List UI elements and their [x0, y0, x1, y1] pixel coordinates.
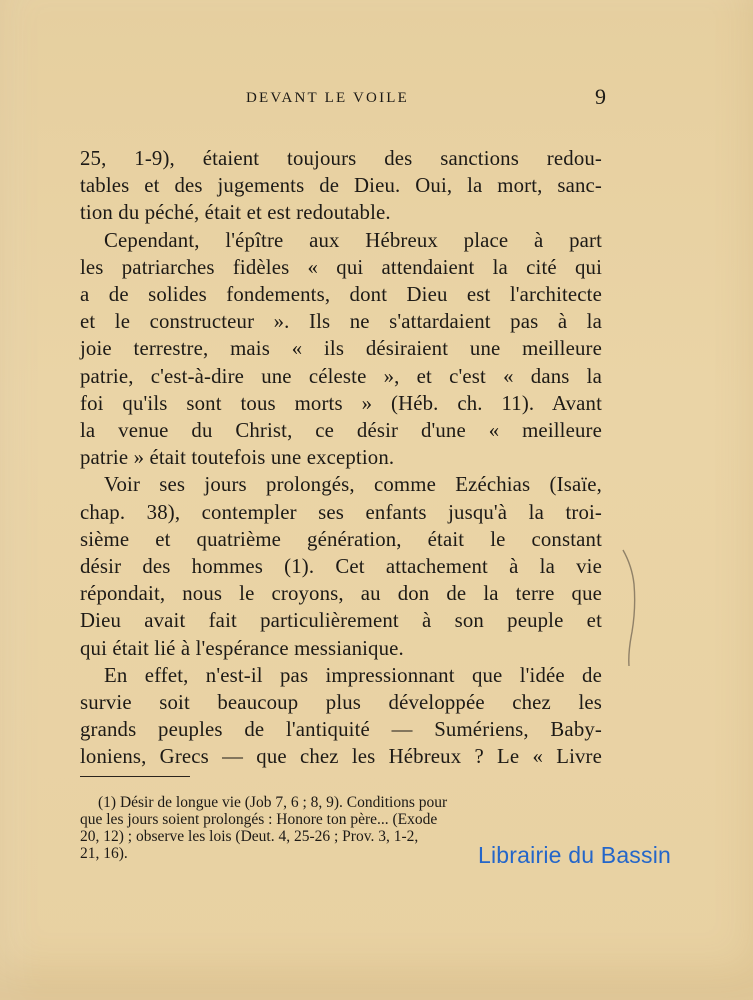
page-number: 9 [595, 84, 606, 109]
text-line: les patriarches fidèles « qui attendaient la cité qui [80, 255, 602, 279]
text-line: la venue du Christ, ce désir d'une « meilleure [80, 419, 602, 443]
text-line: En effet, n'est-il pas impressionnant que l'idée de [104, 663, 602, 687]
text-line: foi qu'ils sont tous morts » (Héb. ch. 11). Avant [80, 391, 602, 415]
footnote-divider [80, 776, 190, 777]
text-line: 25, 1-9), étaient toujours des sanctions redou- [80, 147, 602, 170]
text-line: tion du péché, était et est redoutable. [80, 201, 391, 225]
footnote-line: que les jours soient prolongés : Honore ton père... (Exode [80, 811, 438, 828]
text-line: chap. 38), contempler ses enfants jusqu'à la troi- [80, 500, 602, 524]
text-line: qui était lié à l'espérance messianique. [80, 636, 404, 660]
text-line: loniens, Grecs — que chez les Hébreux ? Le « Livre [80, 745, 602, 769]
watermark-text: Librairie du Bassin [478, 842, 672, 868]
margin-pencil-mark [620, 548, 640, 668]
footnote-line: (1) Désir de longue vie (Job 7, 6 ; 8, 9). Conditions pour [98, 794, 448, 811]
text-line: désir des hommes (1). Cet attachement à la vie [80, 555, 602, 579]
text-line: survie soit beaucoup plus développée chez les [80, 691, 602, 715]
footnote-line: 20, 12) ; observe les lois (Deut. 4, 25-26 ; Prov. 3, 1-2, [80, 828, 419, 845]
text-line: Voir ses jours prolongés, comme Ezéchias (Isaïe, [104, 473, 602, 497]
text-line: Dieu avait fait particulièrement à son peuple et [80, 609, 602, 633]
running-header [78, 82, 606, 112]
text-line: patrie, c'est-à-dire une céleste », et c'est « dans la [80, 364, 602, 388]
footnote-line: 21, 16). [80, 845, 128, 862]
text-line: sième et quatrième génération, était le constant [80, 527, 602, 551]
text-line: Cependant, l'épître aux Hébreux place à part [104, 228, 602, 252]
running-title: DEVANT LE VOILE [246, 90, 409, 106]
text-line: tables et des jugements de Dieu. Oui, la mort, sanc- [80, 174, 602, 198]
text-line: joie terrestre, mais « ils désiraient une meilleure [80, 337, 602, 361]
body-text [80, 145, 602, 771]
text-line: et le constructeur ». Ils ne s'attardaient pas à la [80, 310, 602, 334]
text-line: a de solides fondements, dont Dieu est l'architecte [80, 283, 602, 307]
text-line: grands peuples de l'antiquité — Sumériens, Baby- [80, 718, 602, 742]
text-line: répondait, nous le croyons, au don de la terre que [80, 582, 602, 606]
text-line: patrie » était toutefois une exception. [80, 446, 395, 470]
